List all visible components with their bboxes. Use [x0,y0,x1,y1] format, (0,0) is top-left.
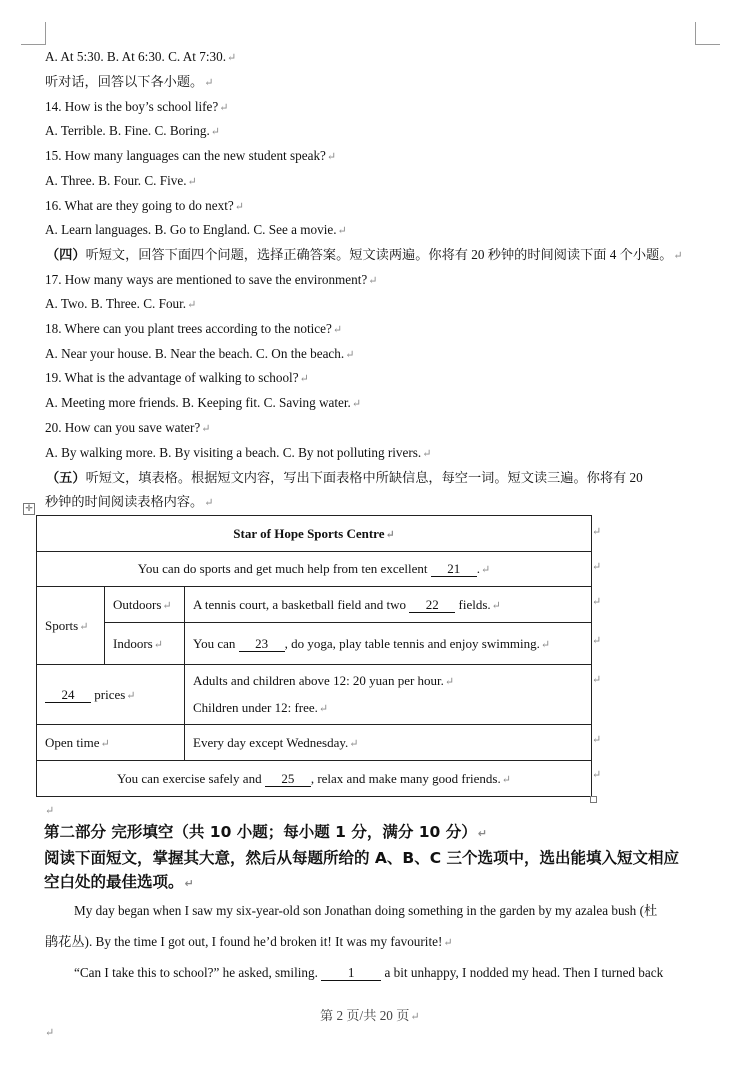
outdoors-label-cell: Outdoors↵ [105,587,185,623]
answer-options-19: A. Meeting more friends. B. Keeping fit. C. Saving water.↵ [45,395,362,410]
answer-options-20: A. By walking more. B. By visiting a beach. C. By not polluting rivers.↵ [45,445,432,460]
sports-label-cell: Sports↵ [37,587,105,665]
row-end-mark: ↵ [592,674,602,686]
question-18: 18. Where can you plant trees according to the notice?↵ [45,321,343,336]
row-end-mark: ↵ [592,734,602,746]
section-5-instruction-cont: 秒钟的时间阅读表格内容。↵ [45,494,214,509]
row-end-mark: ↵ [592,561,602,573]
question-16: 16. What are they going to do next?↵ [45,198,244,213]
empty-paragraph-mark: ↵ [45,1027,55,1039]
answer-options-13: A. At 5:30. B. At 6:30. C. At 7:30.↵ [45,49,237,64]
open-time-label-cell: Open time↵ [37,725,185,761]
answer-options-18: A. Near your house. B. Near the beach. C. On the beach.↵ [45,346,355,361]
answer-options-17: A. Two. B. Three. C. Four.↵ [45,296,197,311]
part-2-heading: 第二部分 完形填空（共 10 小题；每小题 1 分，满分 10 分）↵ [44,823,487,841]
outdoors-value-cell: A tennis court, a basketball field and two 22 fields.↵ [185,587,592,623]
blank-21[interactable]: 21 [431,562,477,577]
row-end-mark: ↵ [592,596,602,608]
blank-22[interactable]: 22 [409,598,455,613]
dialogue-instruction: 听对话，回答以下各小题。↵ [45,74,214,89]
table-row-exercise: You can exercise safely and 25 , relax and make many good friends.↵ [37,761,592,797]
answer-options-15: A. Three. B. Four. C. Five.↵ [45,173,197,188]
row-end-mark: ↵ [592,769,602,781]
row-end-mark: ↵ [592,526,602,538]
part-2-instruction: 阅读下面短文，掌握其大意，然后从每题所给的 A、B、C 三个选项中，选出能填入短文相应 [44,849,679,867]
prices-label-cell: 24 prices↵ [37,665,185,725]
sports-centre-table [36,515,592,797]
table-title: Star of Hope Sports Centre↵ [37,516,592,552]
passage-paragraph-1: My day began when I saw my six-year-old son Jonathan doing something in the garden by my azalea bush (杜 [74,903,658,918]
question-15: 15. How many languages can the new student speak?↵ [45,148,337,163]
blank-23[interactable]: 23 [239,637,285,652]
empty-paragraph-mark: ↵ [45,805,55,817]
answer-options-14: A. Terrible. B. Fine. C. Boring.↵ [45,123,220,138]
section-5-instruction: （五）听短文，填表格。根据短文内容，写出下面表格中所缺信息，每空一词。短文读三遍。你将有 20 [46,470,643,485]
crop-mark-top-left [21,22,46,45]
blank-24[interactable]: 24 [45,688,91,703]
indoors-value-cell: You can 23 , do yoga, play table tennis and enjoy swimming.↵ [185,623,592,665]
blank-25[interactable]: 25 [265,772,311,787]
table-row-coaches: You can do sports and get much help from ten excellent 21 .↵ [37,552,592,587]
passage-paragraph-1-cont: 鹃花丛). By the time I got out, I found he’d broken it! It was my favourite!↵ [45,934,453,949]
crop-mark-top-right [695,22,720,45]
prices-value-cell: Adults and children above 12: 20 yuan per hour.↵ Children under 12: free.↵ [185,665,592,725]
question-17: 17. How many ways are mentioned to save the environment?↵ [45,272,378,287]
passage-paragraph-2: “Can I take this to school?” he asked, smiling. 1 a bit unhappy, I nodded my head. Then I turned back [74,965,664,980]
question-19: 19. What is the advantage of walking to school?↵ [45,370,309,385]
table-resize-handle[interactable] [590,796,597,803]
row-end-mark: ↵ [592,635,602,647]
table-move-handle-icon[interactable]: ✛ [23,503,35,515]
page-footer: 第 2 页/共 20 页↵ [320,1008,420,1023]
answer-options-16: A. Learn languages. B. Go to England. C. See a movie.↵ [45,222,347,237]
section-4-instruction: （四）听短文，回答下面四个问题，选择正确答案。短文读两遍。你将有 20 秒钟的时间阅读下面 4 个小题。↵ [46,247,683,262]
indoors-label-cell: Indoors↵ [105,623,185,665]
question-14: 14. How is the boy’s school life?↵ [45,99,229,114]
blank-1[interactable]: 1 [321,966,381,981]
part-2-instruction-cont: 空白处的最佳选项。↵ [44,873,194,891]
question-20: 20. How can you save water?↵ [45,420,211,435]
open-time-value-cell: Every day except Wednesday.↵ [185,725,592,761]
